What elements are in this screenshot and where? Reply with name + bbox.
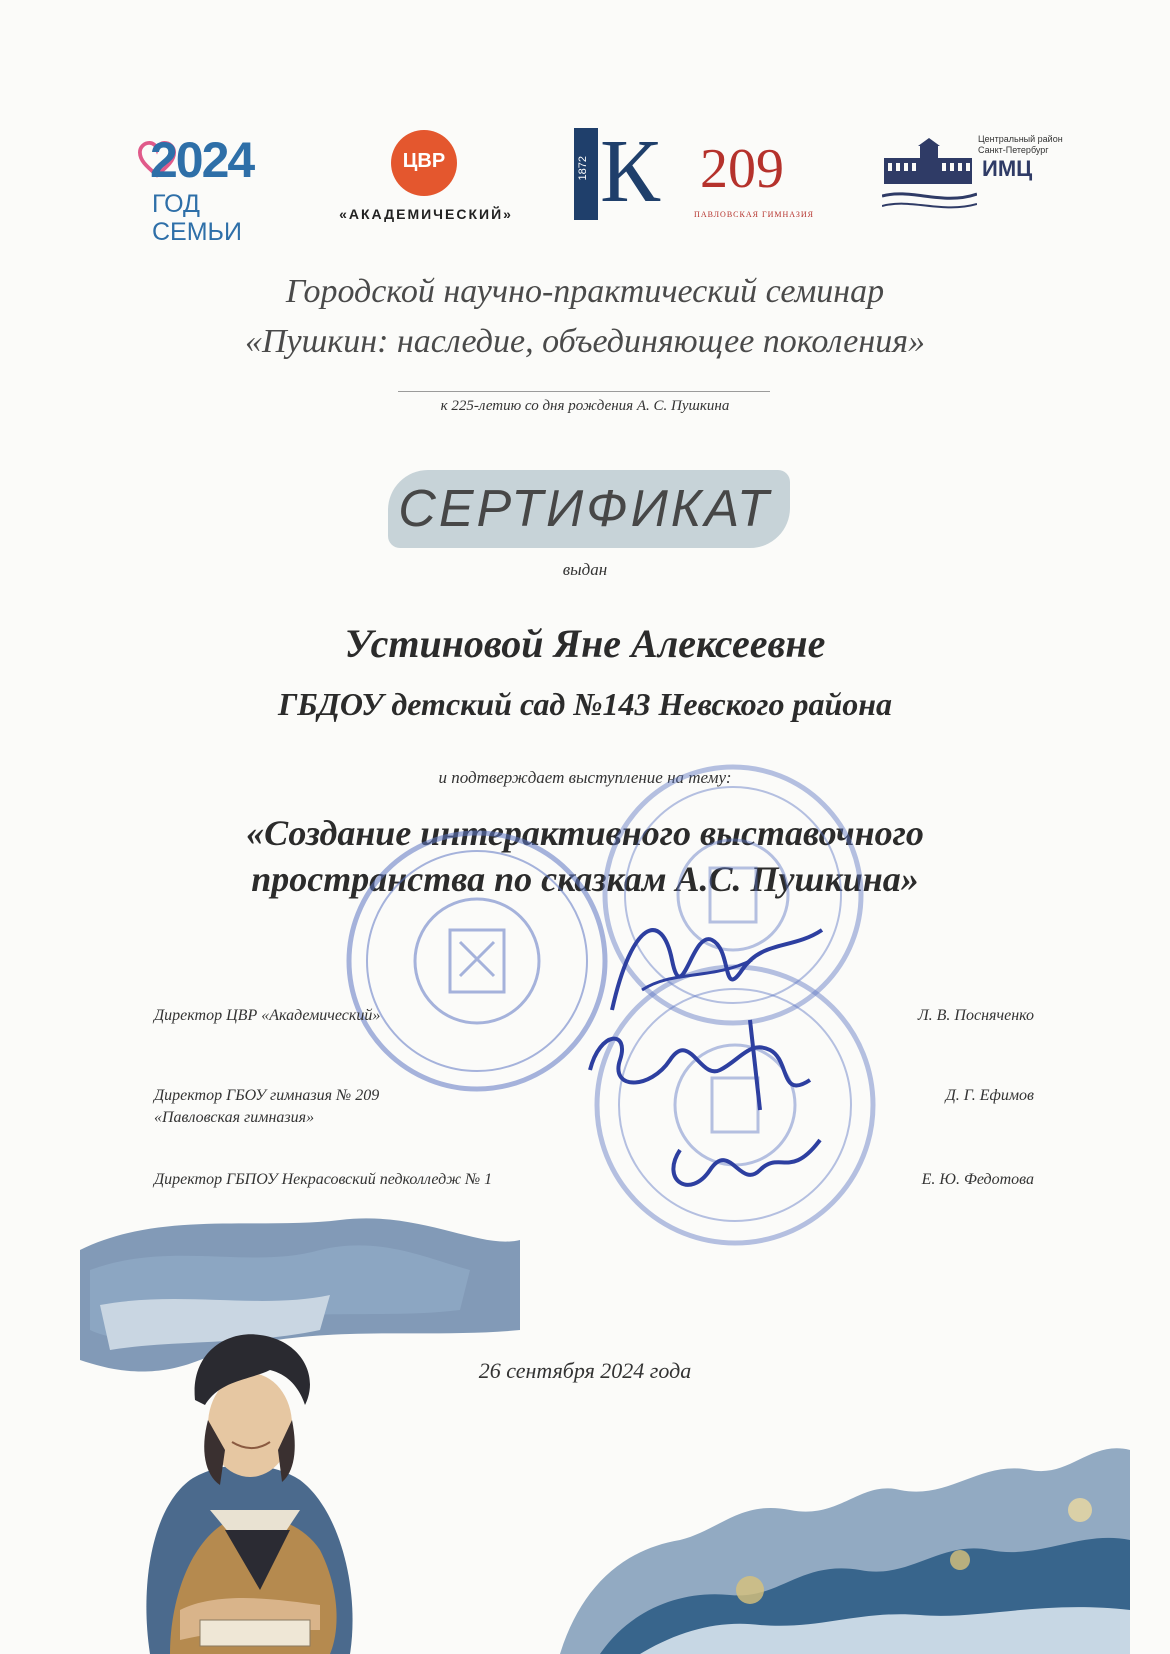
college-logo-year: 1872	[577, 156, 589, 181]
cvr-logo-abbr: ЦВР	[402, 150, 446, 172]
round-stamp-college	[590, 960, 880, 1250]
seminar-theme: «Пушкин: наследие, объединяющее поколения»	[245, 323, 925, 360]
gymnasium-logo-number: 209	[700, 138, 784, 200]
signer-name: Е. Ю. Федотова	[921, 1171, 1034, 1188]
imc-logo-abbr: ИМЦ	[982, 156, 1033, 181]
signer-position: Директор ГБОУ гимназия № 209	[154, 1087, 380, 1104]
presentation-topic-line1: «Создание интерактивного выставочного	[246, 813, 924, 853]
cvr-logo-name: «АКАДЕМИЧЕСКИЙ»	[339, 206, 513, 222]
signer-name: Д. Г. Ефимов	[945, 1087, 1034, 1104]
certificate-date: 26 сентября 2024 года	[478, 1358, 692, 1383]
family-logo-year: 2024	[150, 132, 254, 188]
header-divider	[398, 391, 770, 392]
imc-logo-district: Центральный район Санкт-Петербург	[978, 134, 1063, 155]
signer-position: Директор ЦВР «Академический»	[154, 1007, 381, 1024]
seminar-title: Городской научно-практический семинар	[285, 273, 885, 310]
signer-position: Директор ГБПОУ Некрасовский педколледж № 1	[154, 1171, 493, 1188]
signer-name: Л. В. Посняченко	[917, 1007, 1034, 1024]
confirms-label: и подтверждает выступление на тему:	[438, 768, 732, 787]
palace-illustration-icon	[882, 136, 977, 216]
signer-position-line2: «Павловская гимназия»	[154, 1109, 315, 1126]
imc-logo	[882, 130, 1072, 220]
year-of-family-logo	[138, 132, 268, 246]
gymnasium-logo-caption: ПАВЛОВСКАЯ ГИМНАЗИЯ	[694, 210, 814, 219]
cvr-academic-logo	[336, 130, 513, 230]
signer-position-block	[154, 1085, 379, 1129]
college-logo-bar	[574, 128, 598, 220]
family-logo-caption: ГОД СЕМЬИ	[152, 190, 242, 246]
signature-fedotova	[660, 1120, 830, 1210]
gymnasium-209-logo	[696, 132, 816, 227]
college-logo-letter: К	[600, 122, 661, 221]
signature-posnyachenko	[602, 900, 832, 1040]
anniversary-note: к 225-летию со дня рождения А. С. Пушкина	[440, 398, 730, 414]
issued-label: выдан	[562, 560, 608, 579]
recipient-name: Устиновой Яне Алексеевне	[344, 621, 826, 666]
pushkin-collage-illustration	[0, 1210, 1170, 1654]
presentation-topic-line2: пространства по сказкам А.С. Пушкина»	[251, 859, 919, 899]
nekrasov-college-logo	[574, 122, 661, 223]
recipient-organization: ГБДОУ детский сад №143 Невского района	[277, 686, 893, 722]
certificate-title: СЕРТИФИКАТ	[398, 480, 772, 538]
signature-efimov	[580, 1010, 820, 1120]
